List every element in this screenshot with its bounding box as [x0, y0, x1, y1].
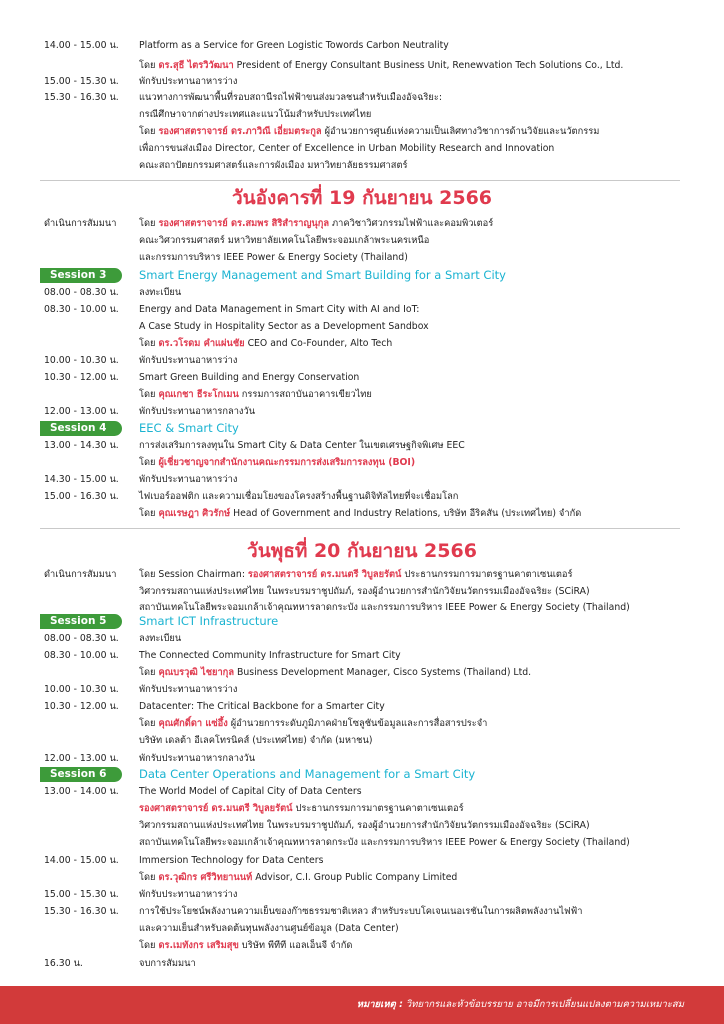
time-slot: 15.00 - 16.30 น. [44, 491, 119, 502]
speaker-prefix: โดย [139, 338, 159, 349]
topic-text: เพื่อการขนส่งเมือง Director, Center of Excellence in Urban Mobility Research and Innovation [139, 143, 555, 154]
agenda-row [0, 302, 724, 318]
time-slot: 15.30 - 16.30 น. [44, 92, 119, 103]
speaker-affiliation: CEO and Co-Founder, Alto Tech [244, 338, 393, 349]
agenda-row [0, 835, 724, 851]
speaker-affiliation: Advisor, C.I. Group Public Company Limited [252, 872, 458, 883]
session-title: EEC & Smart City [139, 421, 239, 435]
topic-text: พักรับประทานอาหารว่าง [139, 355, 238, 366]
speaker-prefix: โดย [139, 218, 159, 229]
agenda-row [0, 404, 724, 420]
session-title: Data Center Operations and Management for a Smart City [139, 767, 476, 781]
topic-text: ไฟเบอร์ออฟติก และความเชื่อมโยงของโครงสร้างพื้นฐานดิจิทัลไทยที่จะเชื่อมโลก [139, 491, 459, 502]
session-badge: Session 4 [40, 421, 122, 436]
agenda-row [0, 904, 724, 920]
agenda-row [0, 353, 724, 369]
speaker-prefix: โดย Session Chairman: [139, 569, 248, 580]
speaker-name: คุณเกชา ธีระโกเมน [158, 389, 239, 400]
moderator-label: ดำเนินการสัมมนา [44, 569, 117, 580]
speaker-row [0, 336, 724, 352]
topic-text: พักรับประทานอาหารว่าง [139, 684, 238, 695]
speaker-affiliation: President of Energy Consultant Business Unit, Renewvation Tech Solutions Co., Ltd. [233, 60, 624, 71]
agenda-row [0, 682, 724, 698]
topic-text: วิศวกรรมสถานแห่งประเทศไทย ในพระบรมราชูปถัมภ์, รองผู้อำนวยการสำนักวิจัยนวัตกรรมเมืองอัจฉริยะ (SCiRA) [139, 820, 590, 831]
time-slot: 15.00 - 15.30 น. [44, 889, 119, 900]
speaker-affiliation: กรรมการสถาบันอาคารเขียวไทย [238, 389, 372, 400]
time-slot: 16.30 น. [44, 958, 83, 969]
topic-text: Immersion Technology for Data Centers [139, 855, 324, 866]
time-slot: 12.00 - 13.00 น. [44, 406, 119, 417]
speaker-row [0, 938, 724, 954]
speaker-prefix: โดย [139, 667, 159, 678]
time-slot: 14.00 - 15.00 น. [44, 855, 119, 866]
speaker-row [0, 801, 724, 817]
speaker-row [0, 665, 724, 681]
topic-text: A Case Study in Hospitality Sector as a Development Sandbox [139, 321, 429, 332]
topic-text: คณะสถาปัตยกรรมศาสตร์และการผังเมือง มหาวิทยาลัยธรรมศาสตร์ [139, 160, 408, 171]
time-slot: 12.00 - 13.00 น. [44, 753, 119, 764]
topic-text: The Connected Community Infrastructure for Smart City [139, 650, 401, 661]
topic-text: พักรับประทานอาหารว่าง [139, 76, 238, 87]
agenda-row [0, 472, 724, 488]
topic-text: คณะวิศวกรรมศาสตร์ มหาวิทยาลัยเทคโนโลยีพระจอมเกล้าพระนครเหนือ [139, 235, 430, 246]
agenda-row [0, 319, 724, 335]
section-divider [40, 180, 680, 181]
footer-label: หมายเหตุ : [356, 999, 403, 1010]
topic-text: กรณีศึกษาจากต่างประเทศและแนวโน้มสำหรับประเทศไทย [139, 109, 372, 120]
agenda-row [0, 699, 724, 715]
speaker-prefix: โดย [139, 872, 159, 883]
time-slot: 10.30 - 12.00 น. [44, 372, 119, 383]
day-heading: วันอังคารที่ 19 กันยายน 2566 [231, 187, 493, 209]
footer-bar [0, 986, 724, 1024]
day-heading: วันพุธที่ 20 กันยายน 2566 [247, 540, 477, 562]
speaker-name: ดร.วุฒิกร ศรีวิทยานนท์ [158, 872, 253, 883]
speaker-row [0, 387, 724, 403]
speaker-name: ดร.วโรดม คำแผ่นชัย [158, 338, 245, 349]
speaker-name: ดร.สุธี ไตรวิวัฒนา [158, 60, 234, 71]
moderator-row [0, 233, 724, 249]
time-slot: 08.30 - 10.00 น. [44, 650, 119, 661]
speaker-name: คุณบรวุฒิ ไชยากุล [158, 667, 235, 678]
agenda-row [0, 285, 724, 301]
speaker-prefix: โดย [139, 718, 159, 729]
agenda-row [0, 751, 724, 767]
topic-text: จบการสัมมนา [139, 958, 196, 969]
speaker-affiliation: บริษัท พีทีที แอลเอ็นจี จำกัด [238, 940, 353, 951]
agenda-row [0, 38, 724, 54]
agenda-row [0, 90, 724, 106]
agenda-row [0, 853, 724, 869]
time-slot: 08.00 - 08.30 น. [44, 287, 119, 298]
speaker-name: รองศาสตราจารย์ ดร.ภาวิณี เอี่ยมตระกูล [158, 126, 322, 137]
agenda-row [0, 921, 724, 937]
topic-text: แนวทางการพัฒนาพื้นที่รอบสถานีรถไฟฟ้าขนส่งมวลชนสำหรับเมืองอัจฉริยะ: [139, 92, 442, 103]
topic-text: สถาบันเทคโนโลยีพระจอมเกล้าเจ้าคุณทหารลาดกระบัง และกรรมการบริหาร IEEE Power & Energy Society (Thailand) [139, 602, 630, 613]
topic-text: The World Model of Capital City of Data Centers [139, 786, 362, 797]
time-slot: 08.30 - 10.00 น. [44, 304, 119, 315]
topic-text: สถาบันเทคโนโลยีพระจอมเกล้าเจ้าคุณทหารลาดกระบัง และกรรมการบริหาร IEEE Power & Energy Society (Thailand) [139, 837, 630, 848]
speaker-prefix: โดย [139, 126, 159, 137]
agenda-row [0, 74, 724, 90]
speaker-name: คุณศักดิ์ดา แซ่อึ้ง [158, 718, 228, 729]
topic-text: บริษัท เดลต้า อีเลคโทรนิคส์ (ประเทศไทย) จำกัด (มหาชน) [139, 735, 373, 746]
session-badge: Session 3 [40, 268, 122, 283]
session-badge: Session 5 [40, 614, 122, 629]
agenda-row [0, 141, 724, 157]
time-slot: 13.00 - 14.00 น. [44, 786, 119, 797]
agenda-row [0, 818, 724, 834]
session-badge: Session 6 [40, 767, 122, 782]
agenda-row [0, 370, 724, 386]
topic-text: พักรับประทานอาหารว่าง [139, 474, 238, 485]
topic-text: Datacenter: The Critical Backbone for a Smarter City [139, 701, 385, 712]
speaker-prefix: โดย [139, 457, 159, 468]
agenda-row [0, 158, 724, 174]
topic-text: Platform as a Service for Green Logistic Towords Carbon Neutrality [139, 40, 449, 51]
speaker-row [0, 716, 724, 732]
speaker-prefix: โดย [139, 60, 159, 71]
agenda-row [0, 107, 724, 123]
time-slot: 10.00 - 10.30 น. [44, 684, 119, 695]
speaker-row [0, 870, 724, 886]
agenda-row [0, 489, 724, 505]
speaker-affiliation: ผู้อำนวยการศูนย์แห่งความเป็นเลิศทางวิชาการด้านวิจัยและนวัตกรรม [321, 126, 600, 137]
agenda-row [0, 648, 724, 664]
agenda-row [0, 631, 724, 647]
speaker-affiliation: ภาควิชาวิศวกรรมไฟฟ้าและคอมพิวเตอร์ [329, 218, 494, 229]
topic-text: การส่งเสริมการลงทุนใน Smart City & Data Center ในเขตเศรษฐกิจพิเศษ EEC [139, 440, 465, 451]
speaker-row [0, 455, 724, 471]
speaker-row [0, 506, 724, 522]
time-slot: 15.30 - 16.30 น. [44, 906, 119, 917]
footer-text: วิทยากรและหัวข้อบรรยาย อาจมีการเปลี่ยนแปลงตามความเหมาะสม [402, 999, 684, 1010]
speaker-name: คุณเรษฎา ศิวรักษ์ [158, 508, 231, 519]
topic-text: พักรับประทานอาหารกลางวัน [139, 753, 256, 764]
time-slot: 14.00 - 15.00 น. [44, 40, 119, 51]
topic-text: ลงทะเบียน [139, 287, 182, 298]
topic-text: พักรับประทานอาหารว่าง [139, 889, 238, 900]
topic-text: Smart Green Building and Energy Conservation [139, 372, 360, 383]
topic-text: พักรับประทานอาหารกลางวัน [139, 406, 256, 417]
footer-note [357, 986, 684, 1024]
topic-text: Energy and Data Management in Smart City with AI and IoT: [139, 304, 420, 315]
time-slot: 13.00 - 14.30 น. [44, 440, 119, 451]
speaker-name: รองศาสตราจารย์ ดร.มนตรี วิบูลยรัตน์ [139, 803, 293, 814]
time-slot: 10.00 - 10.30 น. [44, 355, 119, 366]
moderator-row [0, 250, 724, 266]
agenda-row [0, 956, 724, 972]
time-slot: 15.00 - 15.30 น. [44, 76, 119, 87]
speaker-name: รองศาสตราจารย์ ดร.มนตรี วิบูลยรัตน์ [247, 569, 402, 580]
speaker-row [0, 124, 724, 140]
topic-text: การใช้ประโยชน์พลังงานความเย็นของก๊าซธรรมชาติเหลว สำหรับระบบโคเจนเนอเรชันในการผลิตพลังงานไฟฟ้า [139, 906, 583, 917]
speaker-affiliation: ประธานกรรมการมาตรฐานคาตาเซนเตอร์ [292, 803, 464, 814]
session-title: Smart Energy Management and Smart Building for a Smart City [139, 268, 506, 282]
speaker-prefix: โดย [139, 508, 159, 519]
time-slot: 14.30 - 15.00 น. [44, 474, 119, 485]
moderator-row [0, 216, 724, 232]
speaker-prefix: โดย [139, 389, 159, 400]
speaker-affiliation: ประธานกรรมการมาตรฐานคาตาเซนเตอร์ [401, 569, 573, 580]
topic-text: วิศวกรรมสถานแห่งประเทศไทย ในพระบรมราชูปถัมภ์, รองผู้อำนวยการสำนักวิจัยนวัตกรรมเมืองอัจฉริยะ (SCiRA) [139, 586, 590, 597]
topic-text: และกรรมการบริหาร IEEE Power & Energy Society (Thailand) [139, 252, 408, 263]
speaker-name: ดร.เมทังกร เสริมสุข [158, 940, 239, 951]
speaker-name: ผู้เชี่ยวชาญจากสำนักงานคณะกรรมการส่งเสริมการลงทุน (BOI) [158, 457, 416, 468]
speaker-row [0, 58, 724, 74]
time-slot: 10.30 - 12.00 น. [44, 701, 119, 712]
moderator-label: ดำเนินการสัมมนา [44, 218, 117, 229]
speaker-affiliation: Head of Government and Industry Relations, บริษัท อีริคสัน (ประเทศไทย) จำกัด [230, 508, 582, 519]
topic-text: และความเย็นสำหรับลดต้นทุนพลังงานศูนย์ข้อมูล (Data Center) [139, 923, 399, 934]
speaker-affiliation: Business Development Manager, Cisco Systems (Thailand) Ltd. [234, 667, 532, 678]
topic-text: ลงทะเบียน [139, 633, 182, 644]
time-slot: 08.00 - 08.30 น. [44, 633, 119, 644]
agenda-row [0, 438, 724, 454]
agenda-row [0, 784, 724, 800]
moderator-row [0, 567, 724, 583]
speaker-name: รองศาสตราจารย์ ดร.สมพร สิริสำราญนุกุล [158, 218, 330, 229]
agenda-row [0, 733, 724, 749]
session-title: Smart ICT Infrastructure [139, 614, 279, 628]
agenda-row [0, 887, 724, 903]
speaker-affiliation: ผู้อำนวยการระดับภูมิภาคฝ่ายโซลูชันข้อมูลและการสื่อสารประจำ [227, 718, 488, 729]
moderator-row [0, 584, 724, 600]
section-divider [40, 528, 680, 529]
speaker-prefix: โดย [139, 940, 159, 951]
